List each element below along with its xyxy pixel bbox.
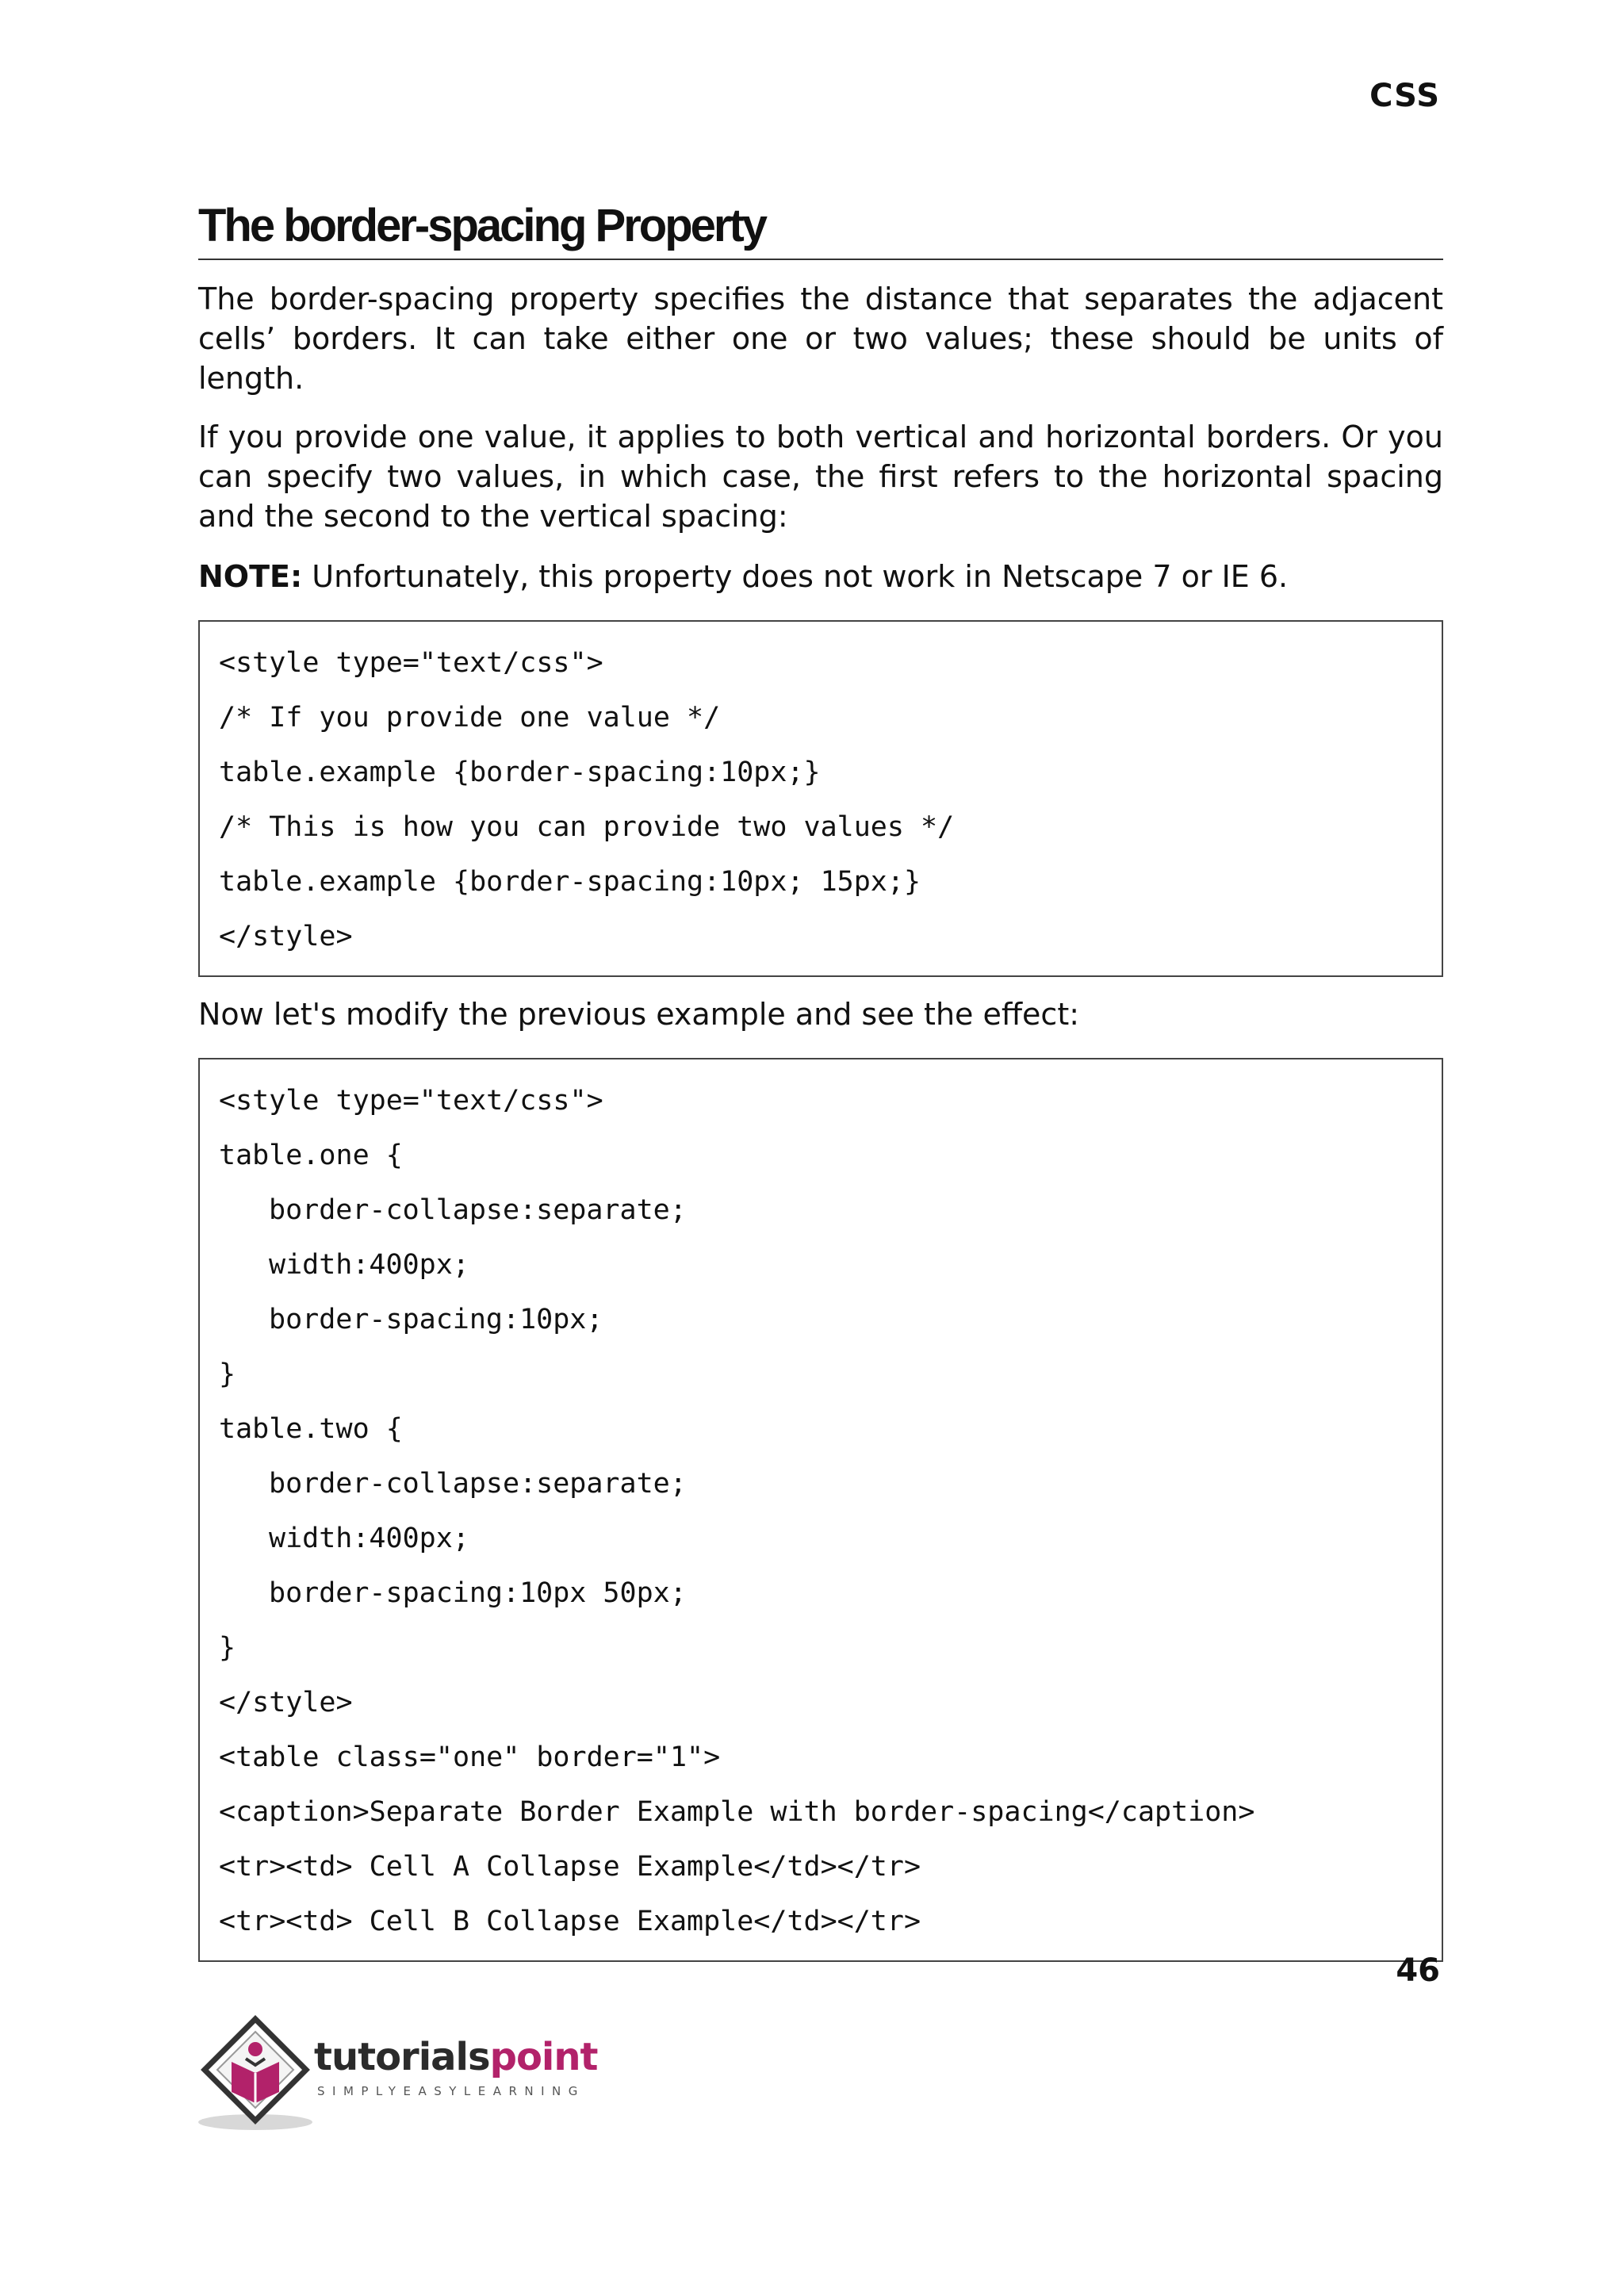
code-line: width:400px; (269, 1523, 469, 1554)
code-line: </style> (219, 921, 353, 952)
running-header: CSS (1369, 78, 1440, 114)
code-line: table.example {border-spacing:10px; 15px;} (219, 866, 921, 898)
code-line: /* This is how you can provide two values */ (219, 811, 955, 843)
code-block-border-spacing (198, 620, 1443, 977)
code-block-table-example (198, 1058, 1443, 1962)
code-line: <style type="text/css"> (219, 647, 603, 679)
paragraph-values: If you provide one value, it applies to both vertical and horizontal borders. Or you can specify two values, in which case, the first refers to the horizontal spacing and the second to the vertical spacing: (198, 420, 1443, 534)
code-line: } (219, 1358, 236, 1390)
logo-wordmark: tutorialspoint (314, 2035, 598, 2079)
code-line: <style type="text/css"> (219, 1085, 603, 1117)
note-paragraph (198, 557, 1443, 596)
code-line: border-spacing:10px 50px; (269, 1577, 687, 1609)
page-content (198, 198, 1443, 1962)
code-line: <tr><td> Cell A Collapse Example</td></tr> (219, 1851, 921, 1883)
code-line: table.one { (219, 1140, 403, 1171)
code-line: table.two { (219, 1413, 403, 1445)
code-line: border-collapse:separate; (269, 1468, 687, 1500)
code-line: width:400px; (269, 1249, 469, 1281)
tutorialspoint-logo (197, 2013, 609, 2132)
code-line: border-spacing:10px; (269, 1304, 603, 1335)
page-number: 46 (1396, 1952, 1440, 1989)
logo-emblem-icon (197, 2013, 316, 2132)
logo-tagline: SIMPLYEASYLEARNING (317, 2084, 585, 2098)
code-line: /* If you provide one value */ (219, 702, 721, 734)
code-line: </style> (219, 1687, 353, 1718)
note-text: Unfortunately, this property does not work in Netscape 7 or IE 6. (302, 559, 1289, 594)
note-label: NOTE: (198, 559, 303, 594)
code-line: table.example {border-spacing:10px;} (219, 757, 821, 788)
paragraph-modify-example: Now let's modify the previous example and see the effect: (198, 997, 1080, 1032)
code-line: <table class="one" border="1"> (219, 1741, 721, 1773)
code-line: } (219, 1632, 236, 1664)
code-line: <tr><td> Cell B Collapse Example</td></tr> (219, 1906, 921, 1937)
paragraph-intro: The border-spacing property specifies the distance that separates the adjacent cells’ borders. It can take either one or two values; these should be units of length. (198, 282, 1443, 396)
code-line: <caption>Separate Border Example with border-spacing</caption> (219, 1796, 1255, 1828)
section-heading: The border-spacing Property (198, 198, 1443, 260)
code-line: border-collapse:separate; (269, 1194, 687, 1226)
